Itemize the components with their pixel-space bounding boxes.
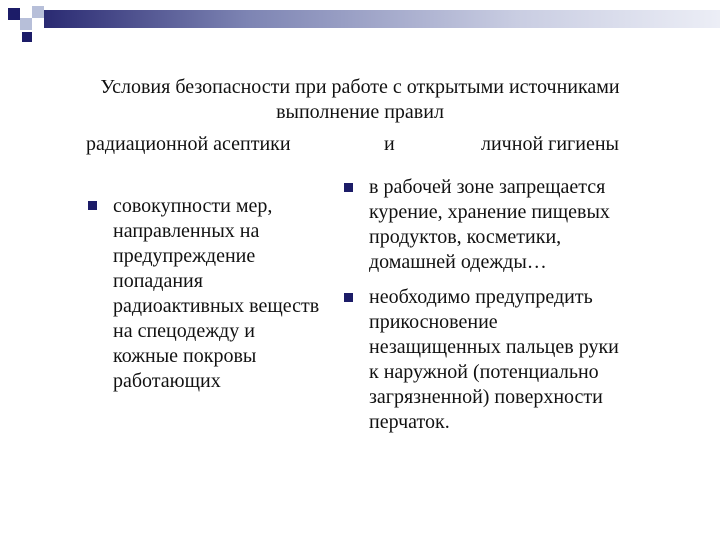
- left-line: на спецодежду и: [113, 320, 255, 342]
- left-line: предупреждение: [113, 245, 256, 267]
- left-line: радиоактивных веществ: [113, 295, 320, 317]
- left-bullet-text: [113, 194, 363, 394]
- corner-square-dark: [8, 8, 20, 20]
- right-line: прикосновение: [369, 311, 498, 333]
- right-line: перчаток.: [369, 411, 450, 433]
- header-gradient-band: [44, 10, 720, 28]
- corner-square-light: [20, 18, 32, 30]
- subtitle-left: радиационной асептики: [86, 133, 291, 155]
- right-line: незащищенных пальцев руки: [369, 336, 619, 358]
- right-line: курение, хранение пищевых: [369, 201, 610, 223]
- right-line: загрязненной) поверхности: [369, 386, 603, 408]
- right-line: к наружной (потенциально: [369, 361, 599, 383]
- left-line: работающих: [113, 370, 221, 392]
- bullet-square-icon: [344, 293, 353, 302]
- title-line-2: выполнение правил: [276, 101, 444, 123]
- bullet-square-icon: [344, 183, 353, 192]
- subtitle-mid: и: [384, 133, 395, 155]
- left-line: совокупности мер,: [113, 195, 273, 217]
- title-line-1: Условия безопасности при работе с открытыми источниками: [100, 76, 620, 98]
- bullet-square-icon: [88, 201, 97, 210]
- left-line: направленных на: [113, 220, 260, 242]
- right-line: продуктов, косметики,: [369, 226, 562, 248]
- subtitle-right: личной гигиены: [481, 133, 619, 155]
- corner-square-dark-2: [22, 32, 32, 42]
- right-bullet-1-text: [369, 175, 689, 275]
- corner-square-light-2: [32, 6, 44, 18]
- right-line: необходимо предупредить: [369, 286, 593, 308]
- right-bullet-2-text: [369, 285, 689, 435]
- left-line: попадания: [113, 270, 203, 292]
- right-line: в рабочей зоне запрещается: [369, 176, 606, 198]
- left-line: кожные покровы: [113, 345, 257, 367]
- slide-title: [20, 75, 700, 125]
- right-line: домашней одежды…: [369, 251, 547, 273]
